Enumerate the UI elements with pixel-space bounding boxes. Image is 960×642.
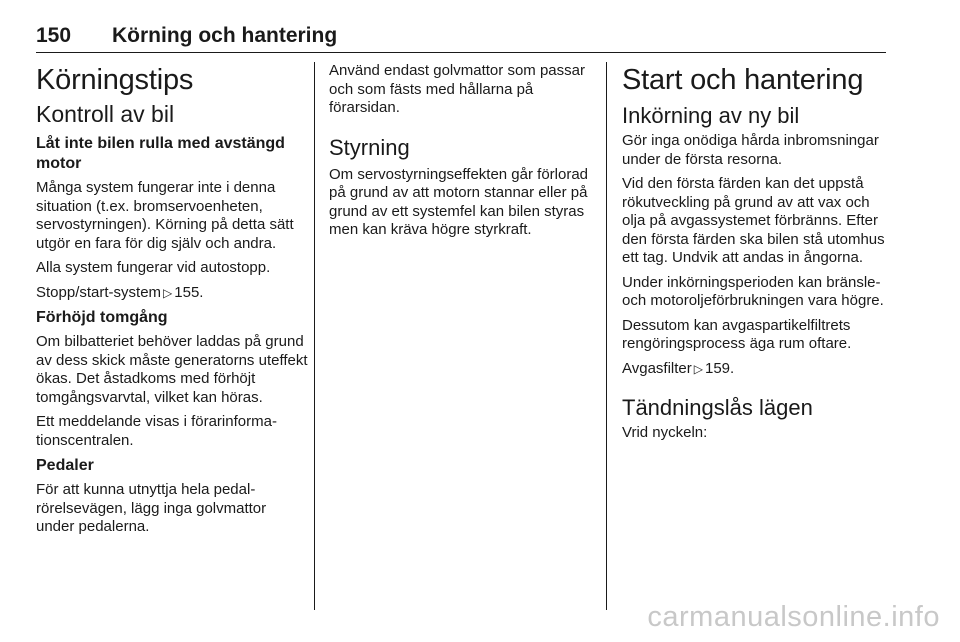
paragraph: Dessutom kan avgaspartikelfiltrets rengöringsprocess äga rum oftare.: [622, 316, 852, 352]
page-header: [36, 22, 886, 53]
paragraph: Under inkörningsperioden kan bränsle- och motoroljeförbrukningen vara högre.: [622, 273, 884, 309]
reference-arrow-icon: ▷: [693, 361, 703, 376]
reference-page: 155.: [174, 283, 204, 301]
paragraph: Om bilbatteriet behöver laddas på grund av dess skick måste generatorns uteffekt ökas. Det åstadkoms med förhöjt tomgångsvarvtal, vilket kan höras.: [36, 333, 308, 406]
paragraph: Om servostyrningseffekten går förlorad på grund av att motorn stannar eller på grund av ett systemfel kan bilen styras men kan kräva högre styrkraft.: [329, 165, 589, 238]
paragraph: Många system fungerar inte i denna situation (t.ex. bromservoenheten, servostyrningen). Körning på detta sätt utgör en fara för dig själv och andra.: [36, 179, 294, 252]
paragraph: Ett meddelande visas i förarinformationscentralen.: [36, 413, 277, 449]
reference-arrow-icon: ▷: [163, 285, 173, 300]
subsection-title: Låt inte bilen rulla med avstängd motor: [36, 135, 285, 172]
watermark: carmanualsonline.info: [647, 601, 940, 633]
column-middle: [329, 62, 591, 240]
paragraph: Vid den första färden kan det uppstå rökutveckling på grund av att vax och olja på avgassystemet förbränns. Efter den första färden ska bilen stå utomhus ett tag. Undvik att andas in ångorna.: [622, 175, 885, 266]
section-title: Inkörning av ny bil: [622, 103, 800, 128]
cross-reference: [622, 360, 890, 379]
paragraph: Alla system fungerar vid autostopp.: [36, 259, 271, 276]
subsection-title: Förhöjd tomgång: [36, 309, 168, 326]
chapter-title: Start och hantering: [622, 64, 864, 96]
cross-reference: [36, 284, 308, 303]
paragraph: Använd endast golvmattor som passar och som fästs med hållarna på förarsidan.: [329, 62, 585, 116]
chapter-title: Körningstips: [36, 64, 194, 96]
column-divider: [314, 62, 315, 610]
section-title: Tändningslås lägen: [622, 395, 813, 420]
subsection-title: Pedaler: [36, 457, 94, 474]
reference-text: Avgasfilter: [622, 359, 692, 377]
paragraph: Vrid nyckeln:: [622, 424, 708, 441]
column-right: [622, 62, 890, 449]
running-title: Körning och hantering: [112, 24, 338, 47]
reference-page: 159.: [705, 359, 735, 377]
section-title: Kontroll av bil: [36, 101, 175, 127]
paragraph: För att kunna utnyttja hela pedalrörelsevägen, lägg inga golvmattor under pedalerna.: [36, 481, 267, 535]
column-divider: [606, 62, 607, 610]
reference-text: Stopp/start-system: [36, 283, 162, 301]
page-number: 150: [36, 24, 72, 47]
paragraph: Gör inga onödiga hårda inbromsningar under de första resorna.: [622, 132, 879, 168]
section-title: Styrning: [329, 134, 410, 160]
column-left: [36, 62, 308, 543]
